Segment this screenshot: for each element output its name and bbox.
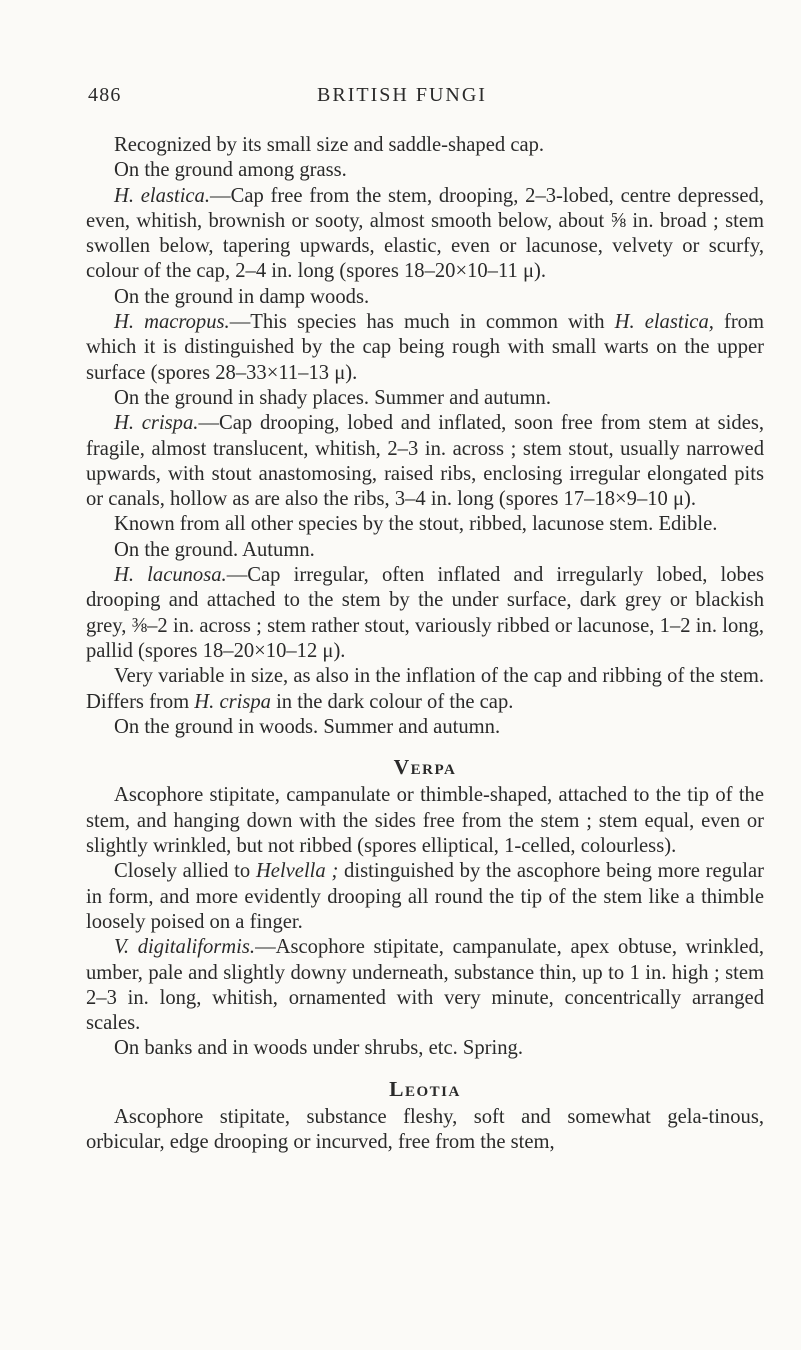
species-description: from which it is distinguished by the cap being rough with small warts on the upper surface (spores 28–33×11–13 μ). xyxy=(86,311,764,384)
page-header xyxy=(88,84,716,114)
paragraph: Recognized by its small size and saddle-shaped cap. xyxy=(114,134,545,156)
running-head: BRITISH FUNGI xyxy=(317,84,487,106)
species-description: —This species has much in common with xyxy=(229,311,615,334)
habitat-line: On banks and in woods under shrubs, etc. Spring. xyxy=(114,1037,523,1060)
species-entry-digitaliformis xyxy=(86,935,764,1036)
species-description: —Cap irregular, often inflated and irregularly lobed, lobes drooping and attached to the stem by the under surface, dark grey or blackish grey, ⅜–2 in. across ; stem rather stout, variously ribbed or lacunose, 1–2 in. long, pallid (spores 18–20×10–12 μ). xyxy=(86,564,764,662)
note-text: distinguished by the ascophore being more regular in form, and more evidently drooping all round the tip of the stem like a thimble loosely poised on a finger. xyxy=(86,860,764,933)
habitat-line: On the ground in shady places. Summer and autumn. xyxy=(114,386,551,409)
note-text: in the dark colour of the cap. xyxy=(270,690,514,713)
species-reference: H. elastica, xyxy=(614,311,714,334)
habitat-line: On the ground among grass. xyxy=(114,159,347,182)
species-note xyxy=(86,664,764,715)
habitat-line: On the ground. Autumn. xyxy=(114,538,315,561)
species-name: V. digitaliformis. xyxy=(114,936,256,959)
genus-note xyxy=(86,859,764,935)
note-text: Closely allied to xyxy=(114,860,256,883)
genus-description: Ascophore stipitate, campanulate or thimble-shaped, attached to the tip of the stem, and hanging down with the sides free from the stem ; stem equal, even or slightly wrinkled, but not ribbed (spores elliptical, 1-celled, colourless). xyxy=(86,784,764,858)
genus-heading-leotia: Leotia xyxy=(389,1076,461,1101)
species-name: H. lacunosa. xyxy=(114,564,227,587)
note-text: Very variable in size, as also in the inflation of the cap and ribbing of the stem. Differs from xyxy=(86,665,764,713)
genus-reference: Helvella ; xyxy=(255,860,339,883)
species-entry-elastica xyxy=(86,184,764,285)
species-description: —Cap free from the stem, drooping, 2–3-lobed, centre depressed, even, whitish, brownish or sooty, almost smooth below, about ⅝ in. broad ; stem swollen below, tapering upwards, elastic, even or lacunose, velvety or scurfy, colour of the cap, 2–4 in. long (spores 18–20×10–11 μ). xyxy=(86,184,764,283)
habitat-line: On the ground in damp woods. xyxy=(114,285,370,308)
habitat-line: On the ground in woods. Summer and autumn. xyxy=(114,715,501,738)
page-body xyxy=(86,133,764,1156)
page-number: 486 xyxy=(88,84,122,106)
species-description: —Cap drooping, lobed and inflated, soon free from stem at sides, fragile, almost translucent, whitish, 2–3 in. across ; stem stout, usually narrowed upwards, with stout anastomosing, raised ribs, enclosing irregular elongated pits or canals, hollow as are also the ribs, 3–4 in. long (spores 17–18×9–10 μ). xyxy=(86,412,764,511)
species-entry-lacunosa xyxy=(86,563,764,664)
species-name: H. macropus. xyxy=(114,311,230,334)
species-reference: H. crispa xyxy=(194,690,271,713)
species-note: Known from all other species by the stout, ribbed, lacunose stem. Edible. xyxy=(114,513,718,536)
species-description: —Ascophore stipitate, campanulate, apex obtuse, wrinkled, umber, pale and slightly downy underneath, substance thin, up to 1 in. high ; stem 2–3 in. long, whitish, ornamented with very minute, concentrically arranged scales. xyxy=(86,936,765,1035)
genus-description: Ascophore stipitate, substance fleshy, soft and somewhat gela-tinous, orbicular, edge drooping or incurved, free from the stem, xyxy=(86,1105,764,1154)
genus-heading-verpa: Verpa xyxy=(393,755,457,780)
species-name: H. crispa. xyxy=(114,412,199,435)
species-entry-macropus xyxy=(86,310,764,386)
species-name: H. elastica. xyxy=(114,184,210,207)
species-entry-crispa xyxy=(86,411,764,512)
